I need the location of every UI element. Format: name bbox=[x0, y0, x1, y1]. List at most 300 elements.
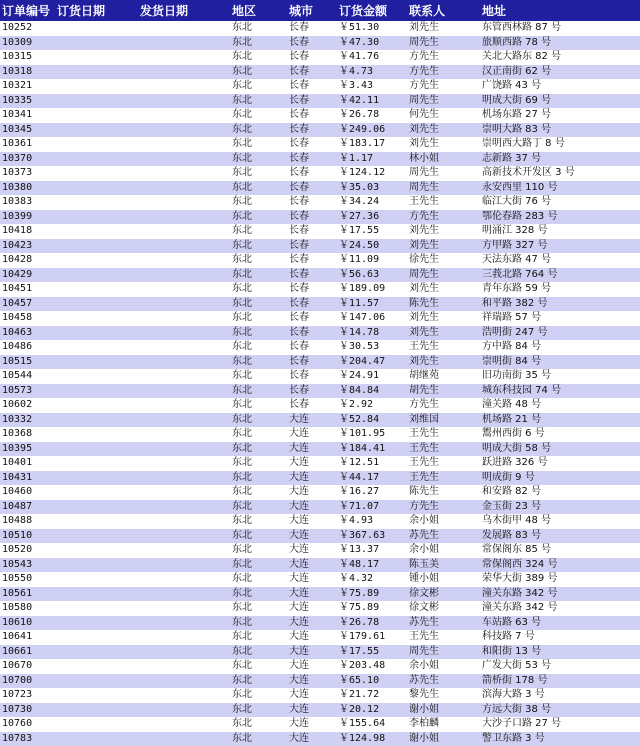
region-cell[interactable]: 东北 bbox=[230, 108, 287, 123]
order-date-cell[interactable] bbox=[55, 297, 138, 312]
city-cell[interactable]: 大连 bbox=[287, 543, 337, 558]
ship-date-cell[interactable] bbox=[138, 355, 230, 370]
amount-cell[interactable]: ￥56.63 bbox=[337, 268, 407, 283]
amount-cell[interactable]: ￥34.24 bbox=[337, 195, 407, 210]
region-cell[interactable]: 东北 bbox=[230, 210, 287, 225]
address-cell[interactable]: 潼关东路 342 号 bbox=[480, 601, 640, 616]
address-cell[interactable]: 高新技术开发区 3 号 bbox=[480, 166, 640, 181]
contact-cell[interactable]: 林小姐 bbox=[407, 152, 480, 167]
table-row[interactable] bbox=[0, 326, 640, 341]
region-cell[interactable]: 东北 bbox=[230, 674, 287, 689]
region-cell[interactable]: 东北 bbox=[230, 471, 287, 486]
city-cell[interactable]: 大连 bbox=[287, 427, 337, 442]
order-date-cell[interactable] bbox=[55, 688, 138, 703]
contact-cell[interactable]: 周先生 bbox=[407, 94, 480, 109]
contact-cell[interactable]: 刘先生 bbox=[407, 355, 480, 370]
table-row[interactable] bbox=[0, 500, 640, 515]
region-cell[interactable]: 东北 bbox=[230, 369, 287, 384]
address-cell[interactable]: 广饶路 43 号 bbox=[480, 79, 640, 94]
city-cell[interactable]: 长春 bbox=[287, 297, 337, 312]
contact-cell[interactable]: 方先生 bbox=[407, 79, 480, 94]
region-cell[interactable]: 东北 bbox=[230, 282, 287, 297]
address-cell[interactable]: 临江大街 76 号 bbox=[480, 195, 640, 210]
region-cell[interactable]: 东北 bbox=[230, 732, 287, 746]
region-cell[interactable]: 东北 bbox=[230, 398, 287, 413]
table-row[interactable] bbox=[0, 137, 640, 152]
order-date-cell[interactable] bbox=[55, 239, 138, 254]
region-cell[interactable]: 东北 bbox=[230, 703, 287, 718]
table-row[interactable] bbox=[0, 442, 640, 457]
contact-cell[interactable]: 刘先生 bbox=[407, 21, 480, 36]
order-date-cell[interactable] bbox=[55, 65, 138, 80]
ship-date-cell[interactable] bbox=[138, 442, 230, 457]
region-cell[interactable]: 东北 bbox=[230, 326, 287, 341]
table-row[interactable] bbox=[0, 65, 640, 80]
address-cell[interactable]: 科技路 7 号 bbox=[480, 630, 640, 645]
city-cell[interactable]: 大连 bbox=[287, 456, 337, 471]
order-id-cell[interactable]: 10602 bbox=[0, 398, 55, 413]
amount-cell[interactable]: ￥11.57 bbox=[337, 297, 407, 312]
address-cell[interactable]: 明涌江 328 号 bbox=[480, 224, 640, 239]
address-cell[interactable]: 潼关路 48 号 bbox=[480, 398, 640, 413]
contact-cell[interactable]: 方先生 bbox=[407, 398, 480, 413]
ship-date-cell[interactable] bbox=[138, 514, 230, 529]
ship-date-cell[interactable] bbox=[138, 398, 230, 413]
amount-cell[interactable]: ￥184.41 bbox=[337, 442, 407, 457]
table-row[interactable] bbox=[0, 94, 640, 109]
order-id-cell[interactable]: 10315 bbox=[0, 50, 55, 65]
city-cell[interactable]: 长春 bbox=[287, 239, 337, 254]
region-cell[interactable]: 东北 bbox=[230, 253, 287, 268]
col-header-order-id[interactable]: 订单编号 bbox=[0, 0, 55, 21]
address-cell[interactable]: 青年东路 59 号 bbox=[480, 282, 640, 297]
ship-date-cell[interactable] bbox=[138, 456, 230, 471]
address-cell[interactable]: 和阳街 13 号 bbox=[480, 645, 640, 660]
table-row[interactable] bbox=[0, 152, 640, 167]
address-cell[interactable]: 箭桥街 178 号 bbox=[480, 674, 640, 689]
ship-date-cell[interactable] bbox=[138, 659, 230, 674]
table-row[interactable] bbox=[0, 210, 640, 225]
address-cell[interactable]: 祥瑞路 57 号 bbox=[480, 311, 640, 326]
order-date-cell[interactable] bbox=[55, 703, 138, 718]
city-cell[interactable]: 大连 bbox=[287, 659, 337, 674]
order-id-cell[interactable]: 10661 bbox=[0, 645, 55, 660]
order-date-cell[interactable] bbox=[55, 94, 138, 109]
order-id-cell[interactable]: 10252 bbox=[0, 21, 55, 36]
table-row[interactable] bbox=[0, 427, 640, 442]
amount-cell[interactable]: ￥52.84 bbox=[337, 413, 407, 428]
amount-cell[interactable]: ￥26.78 bbox=[337, 108, 407, 123]
contact-cell[interactable]: 刘维国 bbox=[407, 413, 480, 428]
order-date-cell[interactable] bbox=[55, 50, 138, 65]
order-date-cell[interactable] bbox=[55, 282, 138, 297]
order-date-cell[interactable] bbox=[55, 384, 138, 399]
ship-date-cell[interactable] bbox=[138, 297, 230, 312]
region-cell[interactable]: 东北 bbox=[230, 311, 287, 326]
amount-cell[interactable]: ￥71.07 bbox=[337, 500, 407, 515]
city-cell[interactable]: 长春 bbox=[287, 65, 337, 80]
order-id-cell[interactable]: 10700 bbox=[0, 674, 55, 689]
order-id-cell[interactable]: 10641 bbox=[0, 630, 55, 645]
order-date-cell[interactable] bbox=[55, 166, 138, 181]
region-cell[interactable]: 东北 bbox=[230, 442, 287, 457]
contact-cell[interactable]: 方先生 bbox=[407, 500, 480, 515]
order-id-cell[interactable]: 10399 bbox=[0, 210, 55, 225]
region-cell[interactable]: 东北 bbox=[230, 587, 287, 602]
contact-cell[interactable]: 刘先生 bbox=[407, 123, 480, 138]
city-cell[interactable]: 长春 bbox=[287, 137, 337, 152]
order-date-cell[interactable] bbox=[55, 326, 138, 341]
region-cell[interactable]: 东北 bbox=[230, 485, 287, 500]
table-row[interactable] bbox=[0, 224, 640, 239]
amount-cell[interactable]: ￥47.30 bbox=[337, 36, 407, 51]
city-cell[interactable]: 大连 bbox=[287, 442, 337, 457]
region-cell[interactable]: 东北 bbox=[230, 152, 287, 167]
region-cell[interactable]: 东北 bbox=[230, 616, 287, 631]
table-row[interactable] bbox=[0, 166, 640, 181]
address-cell[interactable]: 滨海大路 3 号 bbox=[480, 688, 640, 703]
city-cell[interactable]: 长春 bbox=[287, 311, 337, 326]
order-date-cell[interactable] bbox=[55, 413, 138, 428]
order-id-cell[interactable]: 10510 bbox=[0, 529, 55, 544]
table-row[interactable] bbox=[0, 355, 640, 370]
table-row[interactable] bbox=[0, 195, 640, 210]
contact-cell[interactable]: 方先生 bbox=[407, 50, 480, 65]
contact-cell[interactable]: 周先生 bbox=[407, 645, 480, 660]
amount-cell[interactable]: ￥84.84 bbox=[337, 384, 407, 399]
city-cell[interactable]: 长春 bbox=[287, 195, 337, 210]
ship-date-cell[interactable] bbox=[138, 123, 230, 138]
ship-date-cell[interactable] bbox=[138, 558, 230, 573]
contact-cell[interactable]: 余小姐 bbox=[407, 659, 480, 674]
amount-cell[interactable]: ￥204.47 bbox=[337, 355, 407, 370]
contact-cell[interactable]: 周先生 bbox=[407, 268, 480, 283]
contact-cell[interactable]: 何先生 bbox=[407, 108, 480, 123]
region-cell[interactable]: 东北 bbox=[230, 36, 287, 51]
address-cell[interactable]: 金玉街 23 号 bbox=[480, 500, 640, 515]
address-cell[interactable]: 方远大街 38 号 bbox=[480, 703, 640, 718]
order-date-cell[interactable] bbox=[55, 558, 138, 573]
table-row[interactable] bbox=[0, 572, 640, 587]
contact-cell[interactable]: 周先生 bbox=[407, 36, 480, 51]
table-row[interactable] bbox=[0, 297, 640, 312]
address-cell[interactable]: 旅顺西路 78 号 bbox=[480, 36, 640, 51]
amount-cell[interactable]: ￥1.17 bbox=[337, 152, 407, 167]
order-date-cell[interactable] bbox=[55, 529, 138, 544]
order-id-cell[interactable]: 10460 bbox=[0, 485, 55, 500]
city-cell[interactable]: 长春 bbox=[287, 253, 337, 268]
order-id-cell[interactable]: 10451 bbox=[0, 282, 55, 297]
ship-date-cell[interactable] bbox=[138, 152, 230, 167]
order-id-cell[interactable]: 10345 bbox=[0, 123, 55, 138]
region-cell[interactable]: 东北 bbox=[230, 514, 287, 529]
order-date-cell[interactable] bbox=[55, 253, 138, 268]
city-cell[interactable]: 大连 bbox=[287, 601, 337, 616]
ship-date-cell[interactable] bbox=[138, 674, 230, 689]
city-cell[interactable]: 大连 bbox=[287, 558, 337, 573]
contact-cell[interactable]: 刘先生 bbox=[407, 311, 480, 326]
city-cell[interactable]: 长春 bbox=[287, 108, 337, 123]
order-id-cell[interactable]: 10488 bbox=[0, 514, 55, 529]
order-date-cell[interactable] bbox=[55, 21, 138, 36]
order-date-cell[interactable] bbox=[55, 616, 138, 631]
address-cell[interactable]: 关北大路东 82 号 bbox=[480, 50, 640, 65]
order-date-cell[interactable] bbox=[55, 224, 138, 239]
address-cell[interactable]: 荣华大街 389 号 bbox=[480, 572, 640, 587]
ship-date-cell[interactable] bbox=[138, 282, 230, 297]
amount-cell[interactable]: ￥13.37 bbox=[337, 543, 407, 558]
amount-cell[interactable]: ￥17.55 bbox=[337, 224, 407, 239]
order-id-cell[interactable]: 10428 bbox=[0, 253, 55, 268]
city-cell[interactable]: 大连 bbox=[287, 674, 337, 689]
ship-date-cell[interactable] bbox=[138, 688, 230, 703]
table-row[interactable] bbox=[0, 688, 640, 703]
city-cell[interactable]: 长春 bbox=[287, 181, 337, 196]
table-row[interactable] bbox=[0, 253, 640, 268]
order-id-cell[interactable]: 10321 bbox=[0, 79, 55, 94]
contact-cell[interactable]: 胡继苑 bbox=[407, 369, 480, 384]
amount-cell[interactable]: ￥4.93 bbox=[337, 514, 407, 529]
amount-cell[interactable]: ￥4.73 bbox=[337, 65, 407, 80]
order-id-cell[interactable]: 10487 bbox=[0, 500, 55, 515]
ship-date-cell[interactable] bbox=[138, 253, 230, 268]
table-row[interactable] bbox=[0, 485, 640, 500]
order-date-cell[interactable] bbox=[55, 471, 138, 486]
region-cell[interactable]: 东北 bbox=[230, 195, 287, 210]
table-row[interactable] bbox=[0, 123, 640, 138]
ship-date-cell[interactable] bbox=[138, 50, 230, 65]
ship-date-cell[interactable] bbox=[138, 529, 230, 544]
city-cell[interactable]: 长春 bbox=[287, 398, 337, 413]
city-cell[interactable]: 大连 bbox=[287, 645, 337, 660]
order-id-cell[interactable]: 10561 bbox=[0, 587, 55, 602]
ship-date-cell[interactable] bbox=[138, 326, 230, 341]
contact-cell[interactable]: 刘先生 bbox=[407, 137, 480, 152]
city-cell[interactable]: 长春 bbox=[287, 369, 337, 384]
order-id-cell[interactable]: 10423 bbox=[0, 239, 55, 254]
order-id-cell[interactable]: 10395 bbox=[0, 442, 55, 457]
contact-cell[interactable]: 刘先生 bbox=[407, 282, 480, 297]
amount-cell[interactable]: ￥27.36 bbox=[337, 210, 407, 225]
city-cell[interactable]: 长春 bbox=[287, 166, 337, 181]
order-date-cell[interactable] bbox=[55, 123, 138, 138]
table-row[interactable] bbox=[0, 282, 640, 297]
amount-cell[interactable]: ￥75.89 bbox=[337, 587, 407, 602]
order-date-cell[interactable] bbox=[55, 181, 138, 196]
city-cell[interactable]: 长春 bbox=[287, 384, 337, 399]
order-id-cell[interactable]: 10515 bbox=[0, 355, 55, 370]
address-cell[interactable]: 崇明大路 83 号 bbox=[480, 123, 640, 138]
order-id-cell[interactable]: 10335 bbox=[0, 94, 55, 109]
order-id-cell[interactable]: 10332 bbox=[0, 413, 55, 428]
order-date-cell[interactable] bbox=[55, 572, 138, 587]
amount-cell[interactable]: ￥179.61 bbox=[337, 630, 407, 645]
order-id-cell[interactable]: 10543 bbox=[0, 558, 55, 573]
ship-date-cell[interactable] bbox=[138, 311, 230, 326]
table-row[interactable] bbox=[0, 108, 640, 123]
order-date-cell[interactable] bbox=[55, 152, 138, 167]
amount-cell[interactable]: ￥12.51 bbox=[337, 456, 407, 471]
ship-date-cell[interactable] bbox=[138, 166, 230, 181]
order-date-cell[interactable] bbox=[55, 355, 138, 370]
order-date-cell[interactable] bbox=[55, 210, 138, 225]
table-row[interactable] bbox=[0, 587, 640, 602]
col-header-region[interactable]: 地区 bbox=[230, 0, 287, 21]
ship-date-cell[interactable] bbox=[138, 79, 230, 94]
table-row[interactable] bbox=[0, 543, 640, 558]
city-cell[interactable]: 长春 bbox=[287, 224, 337, 239]
table-row[interactable] bbox=[0, 456, 640, 471]
city-cell[interactable]: 大连 bbox=[287, 471, 337, 486]
contact-cell[interactable]: 刘先生 bbox=[407, 239, 480, 254]
address-cell[interactable]: 天法东路 47 号 bbox=[480, 253, 640, 268]
col-header-city[interactable]: 城市 bbox=[287, 0, 337, 21]
address-cell[interactable]: 乌木街甲 48 号 bbox=[480, 514, 640, 529]
region-cell[interactable]: 东北 bbox=[230, 659, 287, 674]
ship-date-cell[interactable] bbox=[138, 717, 230, 732]
order-id-cell[interactable]: 10573 bbox=[0, 384, 55, 399]
contact-cell[interactable]: 王先生 bbox=[407, 630, 480, 645]
city-cell[interactable]: 长春 bbox=[287, 123, 337, 138]
contact-cell[interactable]: 谢小姐 bbox=[407, 703, 480, 718]
region-cell[interactable]: 东北 bbox=[230, 413, 287, 428]
order-id-cell[interactable]: 10318 bbox=[0, 65, 55, 80]
order-date-cell[interactable] bbox=[55, 311, 138, 326]
region-cell[interactable]: 东北 bbox=[230, 558, 287, 573]
city-cell[interactable]: 长春 bbox=[287, 21, 337, 36]
table-row[interactable] bbox=[0, 558, 640, 573]
contact-cell[interactable]: 王先生 bbox=[407, 442, 480, 457]
city-cell[interactable]: 长春 bbox=[287, 340, 337, 355]
amount-cell[interactable]: ￥11.09 bbox=[337, 253, 407, 268]
city-cell[interactable]: 长春 bbox=[287, 152, 337, 167]
city-cell[interactable]: 长春 bbox=[287, 282, 337, 297]
address-cell[interactable]: 崇明街 84 号 bbox=[480, 355, 640, 370]
amount-cell[interactable]: ￥42.11 bbox=[337, 94, 407, 109]
region-cell[interactable]: 东北 bbox=[230, 529, 287, 544]
ship-date-cell[interactable] bbox=[138, 36, 230, 51]
contact-cell[interactable]: 徐文彬 bbox=[407, 601, 480, 616]
region-cell[interactable]: 东北 bbox=[230, 79, 287, 94]
ship-date-cell[interactable] bbox=[138, 384, 230, 399]
table-row[interactable] bbox=[0, 601, 640, 616]
region-cell[interactable]: 东北 bbox=[230, 297, 287, 312]
address-cell[interactable]: 旧功南街 35 号 bbox=[480, 369, 640, 384]
ship-date-cell[interactable] bbox=[138, 413, 230, 428]
amount-cell[interactable]: ￥124.98 bbox=[337, 732, 407, 746]
contact-cell[interactable]: 陈先生 bbox=[407, 485, 480, 500]
address-cell[interactable]: 和安路 82 号 bbox=[480, 485, 640, 500]
order-id-cell[interactable]: 10401 bbox=[0, 456, 55, 471]
table-row[interactable] bbox=[0, 181, 640, 196]
ship-date-cell[interactable] bbox=[138, 224, 230, 239]
region-cell[interactable]: 东北 bbox=[230, 137, 287, 152]
ship-date-cell[interactable] bbox=[138, 108, 230, 123]
order-id-cell[interactable]: 10380 bbox=[0, 181, 55, 196]
region-cell[interactable]: 东北 bbox=[230, 94, 287, 109]
city-cell[interactable]: 大连 bbox=[287, 587, 337, 602]
amount-cell[interactable]: ￥41.76 bbox=[337, 50, 407, 65]
city-cell[interactable]: 长春 bbox=[287, 36, 337, 51]
city-cell[interactable]: 长春 bbox=[287, 79, 337, 94]
address-cell[interactable]: 跃进路 326 号 bbox=[480, 456, 640, 471]
order-id-cell[interactable]: 10760 bbox=[0, 717, 55, 732]
ship-date-cell[interactable] bbox=[138, 210, 230, 225]
contact-cell[interactable]: 黎先生 bbox=[407, 688, 480, 703]
amount-cell[interactable]: ￥183.17 bbox=[337, 137, 407, 152]
amount-cell[interactable]: ￥21.72 bbox=[337, 688, 407, 703]
amount-cell[interactable]: ￥189.09 bbox=[337, 282, 407, 297]
contact-cell[interactable]: 王先生 bbox=[407, 340, 480, 355]
address-cell[interactable]: 常保阁西 324 号 bbox=[480, 558, 640, 573]
region-cell[interactable]: 东北 bbox=[230, 384, 287, 399]
order-date-cell[interactable] bbox=[55, 369, 138, 384]
amount-cell[interactable]: ￥30.53 bbox=[337, 340, 407, 355]
order-id-cell[interactable]: 10580 bbox=[0, 601, 55, 616]
city-cell[interactable]: 大连 bbox=[287, 572, 337, 587]
order-date-cell[interactable] bbox=[55, 398, 138, 413]
ship-date-cell[interactable] bbox=[138, 703, 230, 718]
order-id-cell[interactable]: 10670 bbox=[0, 659, 55, 674]
order-date-cell[interactable] bbox=[55, 36, 138, 51]
region-cell[interactable]: 东北 bbox=[230, 268, 287, 283]
address-cell[interactable]: 明成大街 69 号 bbox=[480, 94, 640, 109]
amount-cell[interactable]: ￥24.50 bbox=[337, 239, 407, 254]
address-cell[interactable]: 警卫东路 3 号 bbox=[480, 732, 640, 746]
order-id-cell[interactable]: 10373 bbox=[0, 166, 55, 181]
order-date-cell[interactable] bbox=[55, 268, 138, 283]
contact-cell[interactable]: 苏先生 bbox=[407, 674, 480, 689]
city-cell[interactable]: 大连 bbox=[287, 717, 337, 732]
order-id-cell[interactable]: 10730 bbox=[0, 703, 55, 718]
ship-date-cell[interactable] bbox=[138, 572, 230, 587]
ship-date-cell[interactable] bbox=[138, 21, 230, 36]
address-cell[interactable]: 机场东路 27 号 bbox=[480, 108, 640, 123]
amount-cell[interactable]: ￥203.48 bbox=[337, 659, 407, 674]
order-id-cell[interactable]: 10544 bbox=[0, 369, 55, 384]
amount-cell[interactable]: ￥35.03 bbox=[337, 181, 407, 196]
ship-date-cell[interactable] bbox=[138, 732, 230, 746]
amount-cell[interactable]: ￥101.95 bbox=[337, 427, 407, 442]
order-id-cell[interactable]: 10429 bbox=[0, 268, 55, 283]
region-cell[interactable]: 东北 bbox=[230, 645, 287, 660]
region-cell[interactable]: 东北 bbox=[230, 543, 287, 558]
table-row[interactable] bbox=[0, 616, 640, 631]
contact-cell[interactable]: 王先生 bbox=[407, 195, 480, 210]
region-cell[interactable]: 东北 bbox=[230, 355, 287, 370]
contact-cell[interactable]: 陈玉美 bbox=[407, 558, 480, 573]
amount-cell[interactable]: ￥4.32 bbox=[337, 572, 407, 587]
amount-cell[interactable]: ￥51.30 bbox=[337, 21, 407, 36]
city-cell[interactable]: 大连 bbox=[287, 529, 337, 544]
ship-date-cell[interactable] bbox=[138, 485, 230, 500]
table-row[interactable] bbox=[0, 732, 640, 746]
ship-date-cell[interactable] bbox=[138, 543, 230, 558]
ship-date-cell[interactable] bbox=[138, 181, 230, 196]
region-cell[interactable]: 东北 bbox=[230, 427, 287, 442]
order-id-cell[interactable]: 10341 bbox=[0, 108, 55, 123]
city-cell[interactable]: 大连 bbox=[287, 703, 337, 718]
address-cell[interactable]: 东管西林路 87 号 bbox=[480, 21, 640, 36]
contact-cell[interactable]: 徐先生 bbox=[407, 253, 480, 268]
contact-cell[interactable]: 周先生 bbox=[407, 166, 480, 181]
region-cell[interactable]: 东北 bbox=[230, 456, 287, 471]
amount-cell[interactable]: ￥17.55 bbox=[337, 645, 407, 660]
contact-cell[interactable]: 方先生 bbox=[407, 65, 480, 80]
region-cell[interactable]: 东北 bbox=[230, 717, 287, 732]
contact-cell[interactable]: 胡先生 bbox=[407, 384, 480, 399]
order-date-cell[interactable] bbox=[55, 500, 138, 515]
